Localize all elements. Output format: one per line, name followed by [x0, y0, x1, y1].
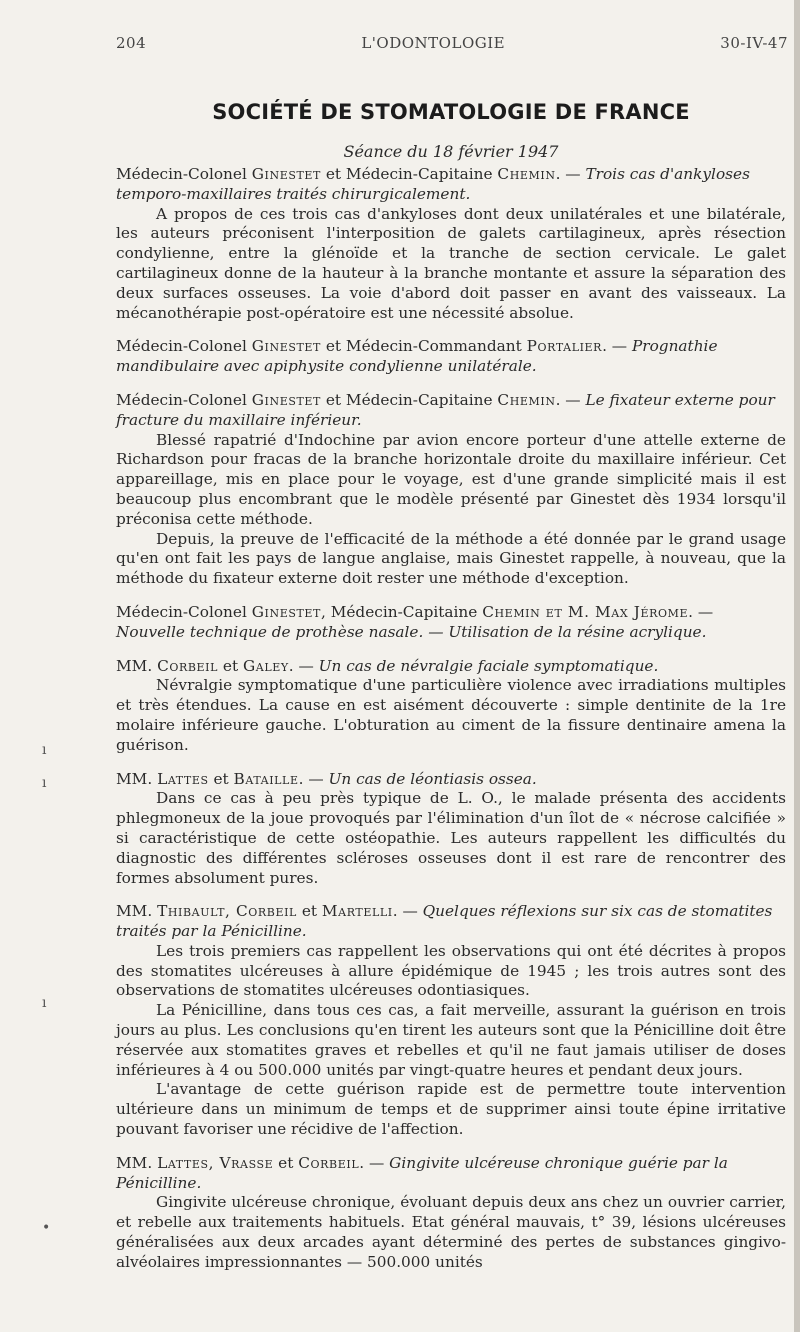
entry-paragraph: A propos de ces trois cas d'ankyloses dont deux unilatérales et une bilatérale, les auteurs préconisent l'interposition de galets cartilagineux, après résection condylienne, entre la glénoïde et la tranche de section cervicale. Le galet cartilagineux donne de la hauteur à la branche montante et assure la séparation des deux surfaces osseuses. La voie d'abord doit passer en avant des vaisseaux. La mécanothérapie post-opératoire est une nécessité absolue.: [116, 204, 786, 322]
author-joiner: et: [296, 902, 322, 921]
communication-title: Gingivite ulcéreuse chronique guérie par la Pénicilline.: [116, 1153, 728, 1192]
communication-entry: [116, 603, 786, 643]
author-name: Thibault, Corbeil: [157, 902, 297, 921]
author-prefix: MM.: [116, 656, 158, 675]
page-edge: [794, 0, 800, 1332]
entry-paragraph: La Pénicilline, dans tous ces cas, a fait merveille, assurant la guérison en trois jours au plus. Les conclusions qu'en tirent les auteurs sont que la Pénicilline doit être réservée aux stomatites graves et rebelles et qu'il ne faut jamais utiliser de doses inférieures à 4 ou 500.000 unités par vingt-quatre heures et pendant deux jours.: [116, 1001, 786, 1079]
author-prefix: MM.: [116, 1153, 158, 1172]
heading-separator: . —: [298, 769, 329, 788]
heading-separator: . —: [555, 165, 586, 183]
entry-heading: [116, 1154, 786, 1194]
margin-mark: ı: [42, 742, 47, 758]
communication-entry: [116, 165, 786, 323]
section-title: SOCIÉTÉ DE STOMATOLOGIE DE FRANCE: [212, 100, 690, 124]
heading-separator: . —: [602, 337, 632, 356]
entry-paragraph: Névralgie symptomatique d'une particulière violence avec irradiations multiples et très étendues. La cause en est aisément découverte : simple dentinite de la 1re molaire inférieure gauche. L'obturation au ciment de la fissure dentinaire amena la guérison.: [116, 676, 786, 754]
author-name: Ginestet: [251, 390, 321, 409]
entry-paragraph: Gingivite ulcéreuse chronique, évoluant depuis deux ans chez un ouvrier carrier, et rebelle aux traitements habituels. Etat général mauvais, t° 39, lésions ulcéreuses généralisées aux deux arcades ayant déterminé des pertes de substances gingivo-alvéolaires impressionnantes — 500.000 unités: [116, 1193, 786, 1271]
author-name: Lattes: [157, 769, 209, 788]
margin-mark: ı: [42, 995, 47, 1011]
heading-separator: . —: [359, 1153, 390, 1172]
author-name: Bataille: [233, 769, 299, 788]
author-prefix: Médecin-Colonel: [116, 390, 252, 409]
communication-entry: [116, 770, 786, 889]
author-name: Portalier: [526, 337, 603, 356]
entry-paragraph: L'avantage de cette guérison rapide est de permettre toute intervention ultérieure dans un minimum de temps et de supprimer ainsi toute épine irritative pouvant favoriser une récidive de l'affection.: [116, 1080, 786, 1139]
communication-entry: [116, 902, 786, 1140]
author-name: Corbeil: [157, 656, 219, 675]
communication-entry: [116, 337, 786, 377]
entry-paragraph: Depuis, la preuve de l'efficacité de la méthode a été donnée par le grand usage qu'en ont fait les pays de langue anglaise, mais Ginestet rappelle, à nouveau, que la méthode du fixateur externe doit rester une méthode d'exception.: [116, 529, 786, 588]
author-joiner: et Médecin-Capitaine: [320, 390, 498, 409]
author-name: Chemin: [497, 165, 556, 183]
entry-paragraph: Blessé rapatrié d'Indochine par avion encore porteur d'une attelle externe de Richardson pour fracas de la branche horizontale droite du maxillaire inférieur. Cet appareillage, mis en place pour le voyage, est d'une grande simplicité mais il est beaucoup plus encombrant que le modèle présenté par Ginestet dès 1934 lorsqu'il préconisa cette méthode.: [116, 430, 786, 528]
entries-list: [116, 165, 786, 1273]
communication-title: Trois cas d'ankyloses temporo-maxillaires traités chirurgicalement.: [116, 165, 750, 203]
communication-title: Le fixateur externe pour fracture du maxillaire inférieur.: [116, 390, 775, 429]
author-name: Lattes, Vrasse: [157, 1153, 274, 1172]
author-joiner: et Médecin-Capitaine: [320, 165, 498, 183]
heading-separator: . —: [392, 902, 423, 921]
entry-heading: [116, 603, 786, 643]
communication-title: Un cas de névralgie faciale symptomatique.: [318, 656, 659, 675]
author-prefix: MM.: [116, 902, 158, 921]
session-date: Séance du 18 février 1947: [343, 142, 559, 161]
page-number: 204: [116, 34, 147, 52]
entry-heading: [116, 902, 786, 942]
entry-heading: [116, 337, 786, 377]
author-name: Ginestet: [251, 337, 321, 356]
author-name: Chemin et M. Max Jérome: [482, 602, 689, 621]
author-name: Ginestet: [251, 165, 321, 183]
margin-mark: ı: [42, 775, 47, 791]
communication-entry: [116, 1154, 786, 1273]
author-joiner: et: [218, 656, 243, 675]
journal-name: L'ODONTOLOGIE: [361, 34, 506, 52]
entry-paragraph: Dans ce cas à peu près typique de L. O., le malade présenta des accidents phlegmoneux de la joue provoqués par l'élimination d'un îlot de « nécrose calcifiée » si caractéristique de cette ostéopathie. Les auteurs rappellent les difficultés du diagnostic des différentes scléroses osseuses dont il est rare de rencontrer des formes absolument pures.: [116, 789, 786, 887]
author-prefix: Médecin-Colonel: [116, 165, 252, 183]
author-name: Galey: [242, 656, 289, 675]
author-joiner: et Médecin-Commandant: [320, 337, 527, 356]
communication-entry: [116, 391, 786, 589]
communication-title: Prognathie mandibulaire avec apiphysite condylienne unilatérale.: [116, 337, 718, 376]
author-joiner: , Médecin-Capitaine: [320, 602, 483, 621]
entry-heading: [116, 165, 786, 205]
communication-title: Quelques réflexions sur six cas de stomatites traités par la Pénicilline.: [116, 902, 773, 941]
entry-heading: [116, 770, 786, 790]
author-prefix: MM.: [116, 769, 158, 788]
communication-title: Un cas de léontiasis ossea.: [328, 769, 537, 788]
author-name: Martelli: [321, 902, 393, 921]
heading-separator: . —: [555, 390, 586, 409]
author-name: Corbeil: [298, 1153, 360, 1172]
author-joiner: et: [208, 769, 234, 788]
heading-separator: . —: [288, 656, 319, 675]
author-prefix: Médecin-Colonel: [116, 602, 252, 621]
author-joiner: et: [273, 1153, 299, 1172]
entry-heading: [116, 657, 786, 677]
author-name: Chemin: [497, 390, 556, 409]
author-name: Ginestet: [251, 602, 321, 621]
heading-separator: . —: [688, 602, 714, 621]
running-header: [116, 34, 788, 52]
author-prefix: Médecin-Colonel: [116, 337, 252, 356]
entry-heading: [116, 391, 786, 431]
date-mark: 30-IV-47: [720, 34, 788, 52]
communication-entry: [116, 657, 786, 756]
entry-paragraph: Les trois premiers cas rappellent les observations qui ont été décrites à propos des stomatites ulcéreuses à allure épidémique de 1945 ; les trois autres sont des observations de stomatites ulcéreuses odontiasiques.: [116, 941, 786, 1000]
communication-title: Nouvelle technique de prothèse nasale. — Utilisation de la résine acrylique.: [116, 622, 707, 641]
margin-mark: •: [42, 1220, 51, 1236]
